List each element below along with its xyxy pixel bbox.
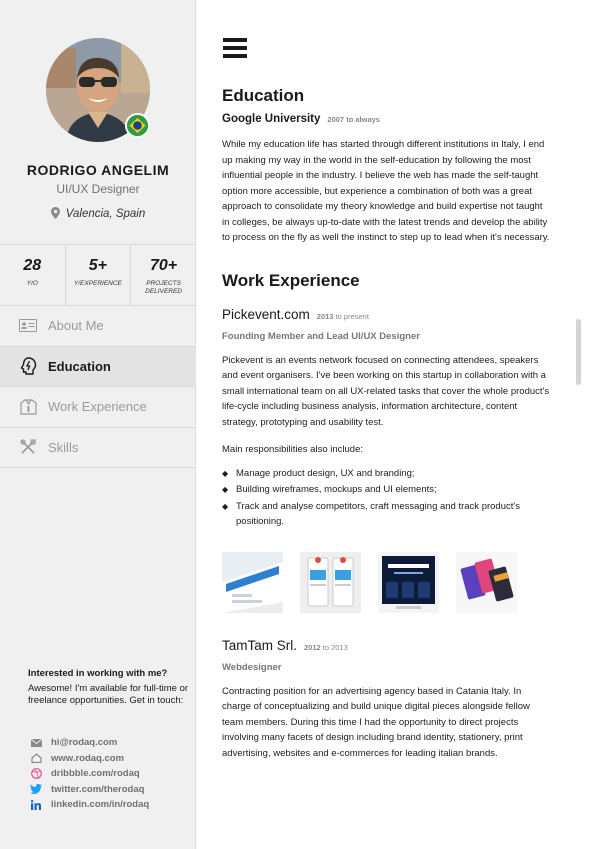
job-entry [222,307,552,613]
job-entry [222,638,552,762]
stat-age [0,245,66,305]
job-description: Contracting position for an advertising agency based in Catania Italy. In charge of conceptualizing and build unique digital pieces alongside fellow team members. During this time I had the opportunity to direct projects involving many facets of design including brand identity, stationery, print advertising, websites and e-commerces for leading italian brands. [222,685,530,759]
menu-item-education[interactable] [0,347,196,388]
sidebar [0,0,196,849]
education-dates: 2007 to always [327,115,380,124]
education-section [222,86,552,246]
twitter-icon [30,783,42,795]
profile-avatar [46,38,150,142]
portfolio-thumbnail[interactable] [456,552,517,613]
portfolio-thumbnail[interactable] [378,552,439,613]
list-item-text: Building wireframes, mockups and UI elements; [236,484,437,495]
link-linkedin[interactable] [30,797,195,813]
job-description: Pickevent is an events network focused on connecting attendees, speakers and event organisers. I've been working on this startup in collaboration with a small international team on all UX-related tasks that cover the whole product's life-cycle including business analysis, information architecture, content strategy, prototyping and usability test. [222,354,550,428]
profile-location [0,207,196,222]
tools-icon [18,437,38,457]
briefcase-icon [18,397,38,417]
job-dates [304,643,348,652]
mail-icon [30,737,42,749]
link-label: linkedin.com/in/rodaq [51,799,150,811]
job-role: Founding Member and Lead UI/UX Designer [222,330,420,342]
stat-projects [131,245,196,305]
diamond-bullet-icon: ◆ [222,485,229,494]
link-label: twitter.com/therodaq [51,783,145,795]
list-item [222,499,552,530]
map-pin-icon [51,207,60,222]
link-twitter[interactable] [30,782,195,798]
stat-value: 5+ [88,257,107,274]
menu-item-label: About Me [48,318,104,334]
list-item [222,466,552,482]
link-email[interactable] [30,735,195,751]
education-description: While my education life has started through different institutions in Italy, I end up making my way in the world in the self-education by following the most influential people in the industry. I believe the web has made the self-taught option more accessible, but experience a combination of both was a great approach to consolidate my theory knowledge and build expertise not taught in colleges, be always up-to-date with the latest trends and develop the ability to process on the fly as well the instinct to step up to lead when it's necessary. [222,139,550,243]
menu-item-about-me[interactable] [0,306,196,347]
home-icon [30,752,42,764]
list-item [222,482,552,498]
link-website[interactable] [30,751,195,767]
lightbulb-head-icon [18,356,38,376]
stat-label: Y/O [26,280,38,287]
responsibilities-intro: Main responsibilities also include: [222,444,363,455]
link-dribbble[interactable] [30,766,195,782]
job-end: to 2013 [322,642,348,652]
job-header [222,638,552,653]
contact-section [28,668,193,706]
job-header [222,307,552,322]
stat-value: 28 [23,257,42,274]
menu-item-label: Education [48,358,111,374]
portfolio-thumbnail[interactable] [222,552,283,613]
contact-text: Awesome! I'm available for full-time or freelance opportunities. Get in touch: [28,683,189,706]
diamond-bullet-icon: ◆ [222,501,229,511]
dribbble-icon [30,768,42,780]
job-role: Webdesigner [222,661,282,673]
main-content [222,86,552,761]
portfolio-thumbnails [222,552,552,613]
section-title-work: Work Experience [222,270,360,290]
stat-experience [66,245,132,305]
contact-title: Interested in working with me? [28,668,168,679]
company-name: Pickevent.com [222,306,310,322]
job-dates [317,312,369,321]
portfolio-thumbnail[interactable] [300,552,361,613]
contact-links [30,735,195,813]
link-label: hi@rodaq.com [51,737,118,749]
responsibilities-list [222,466,552,530]
school-name: Google University [222,113,321,125]
profile-role: UI/UX Designer [56,182,140,196]
menu-item-label: Skills [48,439,79,455]
stat-label: Y/EXPERIENCE [73,280,122,287]
brazil-flag-icon [125,113,150,138]
job-end: to present [335,311,369,321]
linkedin-icon [30,799,42,811]
work-section [222,271,552,762]
stat-value: 70+ [150,257,178,274]
menu-item-work-experience[interactable] [0,387,196,428]
company-name: TamTam Srl. [222,637,298,653]
education-entry-header [222,113,552,125]
scrollbar-thumb[interactable] [576,319,581,385]
list-item-text: Manage product design, UX and branding; [236,467,415,479]
menu-item-label: Work Experience [48,399,147,415]
diamond-bullet-icon: ◆ [222,468,229,478]
location-text: Valencia, Spain [65,208,146,220]
job-start-year: 2013 [316,311,334,321]
job-start-year: 2012 [304,642,321,652]
link-label: www.rodaq.com [51,752,125,764]
section-title-education: Education [222,86,305,105]
menu-item-skills[interactable] [0,428,196,469]
stat-label: PROJECTS DELIVERED [145,280,183,295]
list-item-text: Track and analyse competitors, craft messaging and track product's positioning. [236,500,520,527]
link-label: dribbble.com/rodaq [51,768,140,780]
sidebar-menu [0,306,196,468]
id-card-icon [18,316,38,336]
stats-bar [0,244,196,306]
profile-name: RODRIGO ANGELIM [26,162,170,178]
hamburger-menu-icon[interactable] [223,38,247,59]
